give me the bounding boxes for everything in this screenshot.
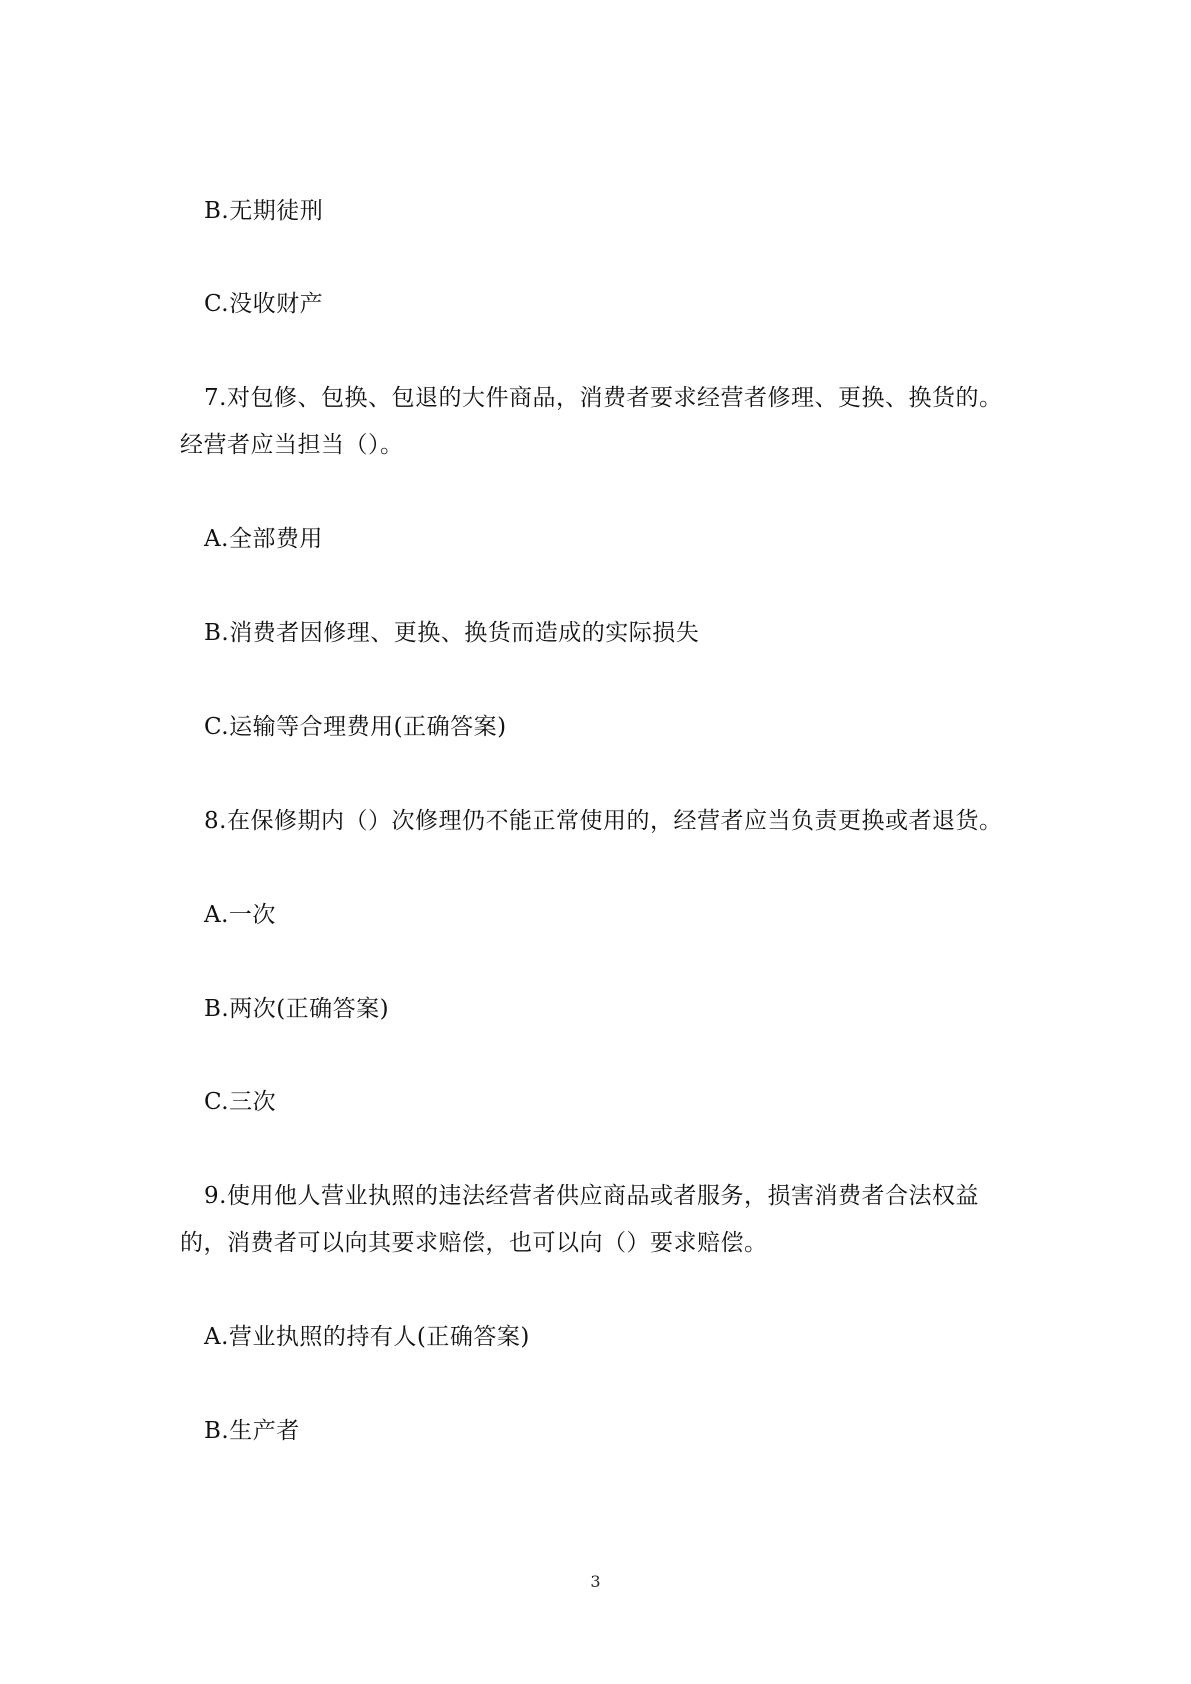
question-text: 8.在保修期内（）次修理仍不能正常使用的，经营者应当负责更换或者退货。 bbox=[204, 808, 1003, 834]
question-text: 9.使用他人营业执照的违法经营者供应商品或者服务，损害消费者合法权益 bbox=[204, 1183, 979, 1209]
option-text-correct: C.运输等合理费用(正确答案) bbox=[204, 714, 507, 740]
option-text: B.生产者 bbox=[204, 1418, 300, 1444]
option-text-correct: B.两次(正确答案) bbox=[204, 996, 390, 1022]
option-text: A.一次 bbox=[204, 902, 276, 928]
option-text: B.消费者因修理、更换、换货而造成的实际损失 bbox=[204, 620, 700, 646]
option-text-correct: A.营业执照的持有人(正确答案) bbox=[204, 1324, 530, 1350]
option-text: B.无期徒刑 bbox=[204, 198, 324, 224]
option-text: C.没收财产 bbox=[204, 291, 324, 317]
question-text-continued: 经营者应当担当（）。 bbox=[180, 432, 404, 458]
option-text: A.全部费用 bbox=[204, 526, 323, 552]
page-number: 3 bbox=[590, 1572, 601, 1591]
question-text: 7.对包修、包换、包退的大件商品，消费者要求经营者修理、更换、换货的。 bbox=[204, 385, 1003, 411]
option-text: C.三次 bbox=[204, 1089, 277, 1115]
question-text-continued: 的，消费者可以向其要求赔偿，也可以向（）要求赔偿。 bbox=[180, 1230, 768, 1256]
